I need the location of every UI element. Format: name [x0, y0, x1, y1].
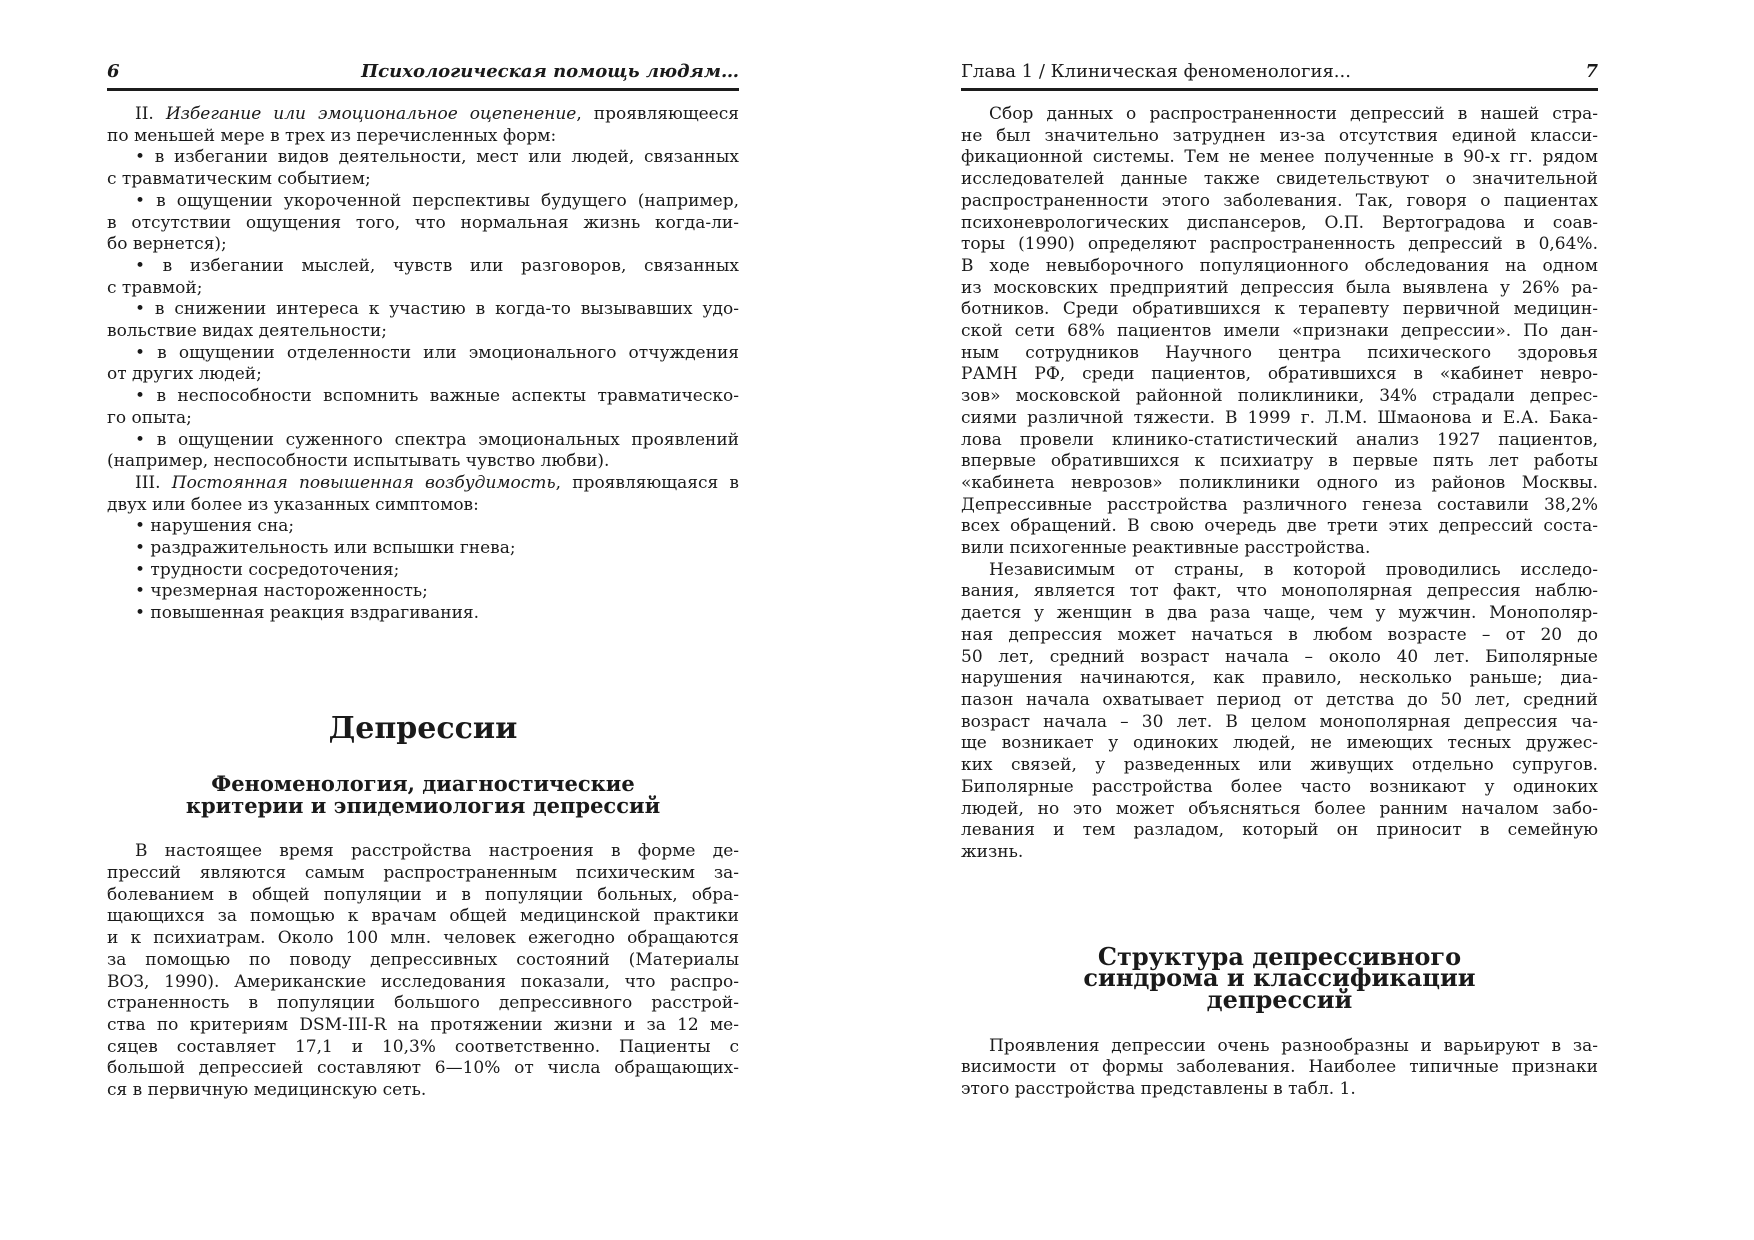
text-line: • трудности сосредоточения;: [135, 559, 400, 580]
text-line: прессий являются самым распространенным психическим за-: [107, 862, 739, 883]
text-line: зов» московской районной поликлиники, 34% страдали депрес-: [961, 386, 1598, 407]
text-line: исследователей данные также свидетельствуют о значительной: [961, 169, 1598, 190]
text-line: лова провели клинико-статистический анализ 1927 пациентов,: [961, 429, 1598, 450]
text-line: фикационной системы. Тем не менее полученные в 90-х гг. рядом: [961, 147, 1598, 168]
text-line: двух или более из указанных симптомов:: [107, 494, 479, 515]
text-line: распространенности этого заболевания. Так, говоря о пациентах: [961, 190, 1598, 211]
text-line: за помощью по поводу депрессивных состояний (Материалы: [107, 949, 739, 970]
text-line: • в ощущении укороченной перспективы будущего (например,: [135, 190, 739, 211]
text-line: сяцев составляет 17,1 и 10,3% соответственно. Пациенты с: [107, 1036, 739, 1057]
text-line: 50 лет, средний возраст начала – около 40 лет. Биполярные: [961, 646, 1598, 667]
text-line: ся в первичную медицинскую сеть.: [107, 1080, 427, 1101]
text-line: болеванием в общей популяции и в популяции больных, обра-: [107, 884, 739, 905]
text-line: дается у женщин в два раза чаще, чем у мужчин. Монополяр-: [961, 603, 1598, 624]
text-line: Проявления депрессии очень разнообразны и варьируют в за-: [989, 1035, 1598, 1056]
text-line: не был значительно затруднен из-за отсутствия единой класси-: [961, 125, 1598, 146]
page-right: [961, 60, 1598, 1101]
text-line: с травмой;: [107, 277, 203, 298]
text-line: Независимым от страны, в которой проводились исследо-: [989, 559, 1598, 580]
text-line: Феноменология, диагностические: [211, 770, 635, 796]
section-heading-depressions: Депрессии: [328, 710, 518, 746]
prevalence-paragraph: [961, 104, 1598, 560]
text-line: возраст начала – 30 лет. В целом монополярная депрессия ча-: [961, 711, 1598, 732]
text-line: Сбор данных о распространенности депрессий в нашей стра-: [989, 104, 1598, 124]
text-line: Депрессивные расстройства различного генеза составили 38,2%: [961, 494, 1598, 515]
text-line: психоневрологических диспансеров, О.П. Вертоградова и соав-: [961, 212, 1598, 233]
text-line: нарушения начинаются, как правило, несколько раньше; диа-: [961, 668, 1598, 689]
text-line: • в снижении интереса к участию в когда-то вызывавших удо-: [135, 299, 739, 320]
text-line: вили психогенные реактивные расстройства.: [961, 538, 1371, 559]
text-line: впервые обратившихся к психиатру в первые пять лет работы: [961, 451, 1598, 472]
text-line: ВОЗ, 1990). Американские исследования показали, что распро-: [107, 971, 739, 992]
text-line: вольствие видах деятельности;: [107, 321, 387, 342]
text-line: • в избегании мыслей, чувств или разговоров, связанных: [135, 255, 739, 276]
text-line: всех обращений. В свою очередь две трети этих депрессий соста-: [961, 516, 1598, 537]
text-line: • нарушения сна;: [135, 516, 295, 537]
running-head-right: [961, 60, 1598, 91]
subsection-heading-phenomenology: [107, 770, 739, 818]
text-line: критерии и эпидемиология депрессий: [185, 792, 661, 818]
epidemiology-paragraph: [107, 841, 739, 1101]
section-heading-structure: [961, 941, 1598, 1015]
text-line: страненность в популяции большого депрессивного расстрой-: [107, 993, 739, 1014]
text-line: ботников. Среди обратившихся к терапевту первичной медицин-: [961, 299, 1598, 320]
text-line: сиями различной тяжести. В 1999 г. Л.М. Шмаонова и Е.А. Бака-: [961, 407, 1598, 428]
text-line: • раздражительность или вспышки гнева;: [135, 538, 516, 559]
text-line: бо вернется);: [107, 234, 227, 255]
running-title-right: Глава 1 / Клиническая феноменология...: [961, 61, 1351, 82]
page-number-right: 7: [1585, 61, 1598, 82]
text-line: • в ощущении отделенности или эмоционального отчуждения: [135, 342, 739, 363]
running-title-left: Психологическая помощь людям…: [361, 61, 739, 82]
text-line: РАМН РФ, среди пациентов, обратившихся в «кабинет невро-: [961, 364, 1598, 385]
page-number-left: 6: [107, 61, 120, 82]
text-line: депрессий: [1206, 985, 1353, 1015]
text-line: жизнь.: [961, 841, 1024, 862]
text-line: ства по критериям DSM-III-R на протяжении жизни и за 12 ме-: [107, 1014, 739, 1035]
running-head-left: [107, 60, 739, 91]
text-line: • в ощущении суженного спектра эмоциональных проявлений: [135, 429, 739, 450]
text-line: из московских предприятий депрессия была выявлена у 26% ра-: [961, 277, 1598, 298]
text-line: торы (1990) определяют распространенность депрессий в 0,64%.: [961, 234, 1598, 255]
text-line: ких связей, у разведенных или живущих отдельно супругов.: [961, 755, 1598, 776]
text-line: щающихся за помощью к врачам общей медицинской практики: [107, 906, 739, 927]
text-line: от других людей;: [107, 364, 262, 385]
text-line: ная депрессия может начаться в любом возрасте – от 20 до: [961, 624, 1598, 645]
text-line: ным сотрудников Научного центра психического здоровья: [961, 342, 1598, 363]
text-line: Биполярные расстройства более часто возникают у одиноких: [961, 776, 1598, 797]
text-line: II. Избегание или эмоциональное оцепенение, проявляющееся: [135, 104, 739, 124]
text-line: ще возникает у одиноких людей, не имеющих тесных дружес-: [961, 733, 1598, 754]
text-line: ской сети 68% пациентов имели «признаки депрессии». По дан-: [961, 321, 1598, 342]
text-line: • повышенная реакция вздрагивания.: [135, 603, 480, 624]
text-line: синдрома и классификации: [1083, 963, 1476, 993]
page-left: [107, 60, 739, 1102]
text-line: В настоящее время расстройства настроения в форме де-: [135, 841, 739, 862]
manifestations-paragraph: [961, 1036, 1598, 1101]
text-line: вания, является тот факт, что монополярная депрессия наблю-: [961, 581, 1598, 602]
text-line: с травматическим событием;: [107, 169, 371, 190]
text-line: го опыта;: [107, 407, 192, 428]
text-line: висимости от формы заболевания. Наиболее типичные признаки: [961, 1057, 1598, 1078]
text-line: в отсутствии ощущения того, что нормальная жизнь когда-ли-: [107, 212, 739, 233]
text-line: В ходе невыборочного популяционного обследования на одном: [961, 255, 1598, 276]
text-line: (например, неспособности испытывать чувство любви).: [107, 451, 610, 472]
text-line: • в неспособности вспомнить важные аспекты травматическо-: [135, 386, 739, 407]
text-line: • в избегании видов деятельности, мест или людей, связанных: [135, 147, 739, 168]
text-line: большой депрессией составляют 6—10% от числа обращающих-: [107, 1058, 739, 1079]
text-line: • чрезмерная настороженность;: [135, 581, 428, 602]
text-line: левания и тем разладом, который он приносит в семейную: [961, 820, 1598, 841]
ptsd-criteria-list: [107, 104, 739, 625]
text-line: «кабинета неврозов» поликлиники одного из районов Москвы.: [961, 472, 1598, 493]
text-line: III. Постоянная повышенная возбудимость, проявляющаяся в: [135, 472, 739, 493]
gender-age-paragraph: [961, 560, 1598, 864]
text-line: по меньшей мере в трех из перечисленных форм:: [107, 125, 557, 146]
text-line: и к психиатрам. Около 100 млн. человек ежегодно обращаются: [107, 928, 739, 949]
text-line: этого расстройства представлены в табл. 1.: [961, 1079, 1356, 1100]
text-line: пазон начала охватывает период от детства до 50 лет, средний: [961, 689, 1598, 710]
text-line: Структура депрессивного: [1097, 941, 1462, 971]
text-line: людей, но это может объясняться более ранним началом забо-: [961, 798, 1598, 819]
